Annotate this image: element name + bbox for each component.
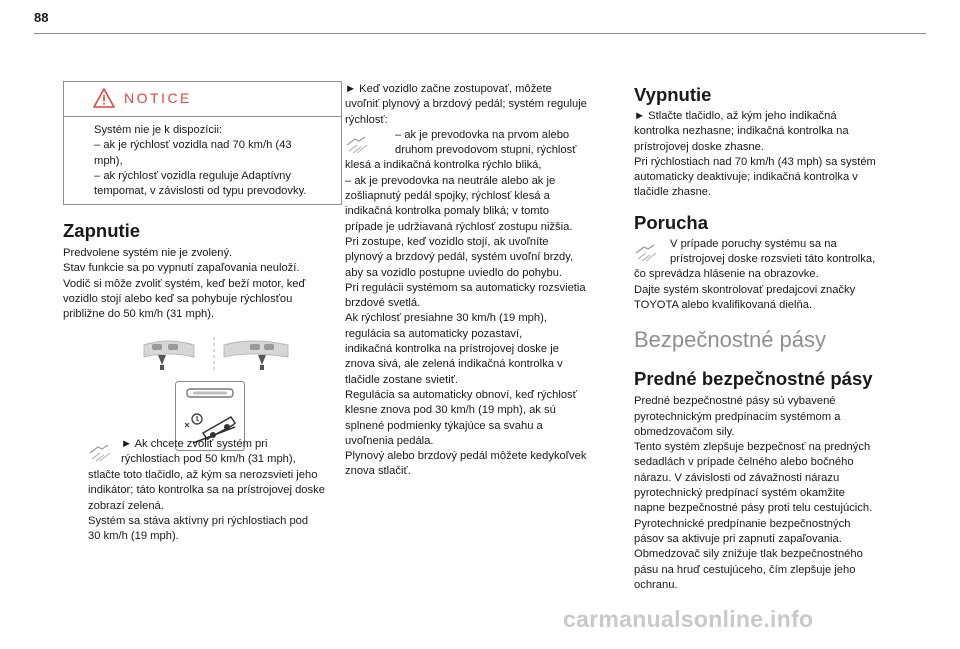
notice-header xyxy=(64,82,341,117)
body-line: zošliapnutý pedál spojky, rýchlosť klesá a xyxy=(345,190,550,203)
zapnutie-section xyxy=(63,220,353,322)
body-line: V prípade poruchy systému sa na xyxy=(670,237,837,250)
section-title-bezpecnostne-pasy: Bezpečnostné pásy xyxy=(634,327,827,353)
body-line: pyrotechnickým predpínacím systémom a xyxy=(634,410,841,423)
body-line: klesne znova pod 30 km/h (19 mph), ak sú xyxy=(345,404,556,417)
body-line: rýchlosť: xyxy=(345,113,388,126)
porucha-first xyxy=(634,237,904,268)
body-line: ► Stlačte tlačidlo, až kým jeho indikačná xyxy=(634,110,837,122)
body-line: Systém sa stáva aktívny pri rýchlostiach pod xyxy=(88,514,309,527)
body-line: vozidlo stojí alebo keď sa pohybuje rýchlosťou xyxy=(63,292,293,305)
notice-line: – ak rýchlosť vozidla reguluje Adaptívny xyxy=(94,169,291,182)
body-line: regulácia sa automaticky pozastaví, xyxy=(345,327,523,340)
body-line: aby sa vozidlo postupne uviedlo do pohybu. xyxy=(345,266,563,279)
body-line: – ak je prevodovka na neutrále alebo ak je xyxy=(345,174,556,187)
body-line: indikačná kontrolka na prístrojovej doske je xyxy=(345,343,559,356)
body-line: automaticky deaktivuje; indikačná kontrolka v xyxy=(634,171,858,184)
body-line: nárazu. V závislosti od závažnosti nárazu xyxy=(634,471,840,484)
body-line: stlačte toto tlačidlo, až kým sa nerozsvieti jeho xyxy=(88,469,318,481)
page-number: 88 xyxy=(34,10,49,25)
body-line: pásu na hruď cestujúceho, čím zlepšuje jeho xyxy=(634,563,856,576)
body-line: Predné bezpečnostné pásy sú vybavené xyxy=(634,395,836,408)
zapnutie-step-rest xyxy=(88,468,358,544)
body-line: ► Ak chcete zvoliť systém pri xyxy=(121,438,268,450)
body-line: tlačidle zostane svietiť. xyxy=(345,373,459,386)
body-line: tlačidle zhasne. xyxy=(634,186,712,199)
body-line: ► Keď vozidlo začne zostupovať, môžete xyxy=(345,83,552,95)
body-line: približne do 50 km/h (31 mph). xyxy=(63,308,215,321)
hand-pointer-icon xyxy=(634,239,664,268)
body-line: Vodič si môže zvoliť systém, keď beží motor, keď xyxy=(63,277,306,290)
notice-line: – ak je rýchlosť vozidla nad 70 km/h (43 xyxy=(94,139,292,152)
warning-triangle-icon xyxy=(93,88,115,113)
body-line: uvoľnenia pedála. xyxy=(345,434,434,447)
body-line: uvoľniť plynový a brzdový pedál; systém reguluje xyxy=(345,98,587,111)
body-line: zobrazí zelená. xyxy=(88,499,164,512)
body-line: Regulácia sa automaticky obnoví, keď rýchlosť xyxy=(345,388,577,401)
right-column xyxy=(634,84,904,593)
body-line: Plynový alebo brzdový pedál môžete kedykoľvek xyxy=(345,450,587,463)
body-line: Stav funkcie sa po vypnutí zapaľovania neuloží. xyxy=(63,262,300,275)
body-line: prístrojovej doske rozsvieti táto kontrolka, xyxy=(670,253,876,266)
body-line: pyrotechnický predpínací systém okamžite xyxy=(634,487,845,500)
body-line: kontrolka nezhasne; indikačná kontrolka na xyxy=(634,125,849,138)
body-line: znova stlačiť. xyxy=(345,465,411,478)
body-line: klesá a indikačná kontrolka rýchlo bliká, xyxy=(345,159,542,172)
notice-box xyxy=(63,81,342,205)
hand-pointer-icon xyxy=(88,439,114,468)
section-title-predne-pasy: Predné bezpečnostné pásy xyxy=(634,368,873,390)
body-line: indikátor; táto kontrolka sa na prístrojovej doske xyxy=(88,484,325,497)
body-line: Predvolene systém nie je zvolený. xyxy=(63,247,233,259)
body-line: ochranu. xyxy=(634,578,678,591)
section-title-porucha: Porucha xyxy=(634,211,709,233)
body-line: 30 km/h (19 mph). xyxy=(88,530,179,543)
zapnutie-step xyxy=(88,437,358,468)
header-divider xyxy=(34,33,926,34)
body-line: Dajte systém skontrolovať predajcovi značky xyxy=(634,283,856,296)
body-line: Ak rýchlosť presiahne 30 km/h (19 mph), xyxy=(345,312,547,325)
body-line: plynový a brzdový pedál, systém uvoľní brzdy, xyxy=(345,251,574,264)
body-line: Obmedzovač sily znižuje tlak bezpečnostného xyxy=(634,548,863,561)
body-line: Pri zostupe, keď vozidlo stojí, ak uvoľníte xyxy=(345,235,549,248)
watermark-link[interactable]: carmanualsonline.info xyxy=(563,606,814,632)
body-line: TOYOTA alebo kvalifikovaná dielňa. xyxy=(634,298,813,311)
notice-body xyxy=(64,117,341,199)
body-line: Pri regulácii systémom sa automaticky rozsvietia xyxy=(345,281,586,294)
middle-column xyxy=(345,82,615,480)
section-title-vypnutie: Vypnutie xyxy=(634,84,712,105)
body-line: rýchlostiach pod 50 km/h (31 mph), xyxy=(121,453,296,466)
body-line: sedadlách v prípade čelného alebo bočného xyxy=(634,456,854,469)
notice-line: mph), xyxy=(94,154,123,167)
body-line: Pri rýchlostiach nad 70 km/h (43 mph) sa systém xyxy=(634,155,876,168)
body-line: brzdové svetlá. xyxy=(345,297,421,310)
body-line: obmedzovačom sily. xyxy=(634,425,735,438)
body-line: indikačná kontrolka pomaly bliká; v tomto xyxy=(345,205,549,218)
body-line: Tento systém zlepšuje bezpečnosť na predných xyxy=(634,441,871,454)
body-line: splnené podmienky týkajúce sa svahu a xyxy=(345,419,543,432)
hand-pointer-icon xyxy=(345,131,375,160)
body-line: znova sivá, ale zelená indikačná kontrolka v xyxy=(345,358,563,371)
section-title-zapnutie: Zapnutie xyxy=(63,220,141,241)
body-line: pásov sa aktivuje pri zapnutí zapaľovania. xyxy=(634,532,842,545)
steering-wheel-buttons-illustration xyxy=(138,335,298,380)
body-line: čo sprevádza hlásenie na obrazovke. xyxy=(634,268,819,281)
body-line: Pyrotechnické predpínanie bezpečnostných xyxy=(634,517,851,530)
dash-item-with-icon xyxy=(345,128,615,159)
body-line: napne bezpečnostné pásy proti telu cestujúcich. xyxy=(634,502,873,515)
body-line: prístrojovej doske zhasne. xyxy=(634,140,764,153)
notice-line: tempomat, v závislosti od typu prevodovky. xyxy=(94,185,307,198)
body-line: druhom prevodovom stupni, rýchlosť xyxy=(395,144,577,157)
body-line: – ak je prevodovka na prvom alebo xyxy=(395,128,570,141)
notice-line: Systém nie je k dispozícii: xyxy=(94,124,223,136)
body-line: prípade je udržiavaná rýchlosť zostupu nižšia. xyxy=(345,220,573,233)
notice-title: NOTICE xyxy=(124,90,192,106)
